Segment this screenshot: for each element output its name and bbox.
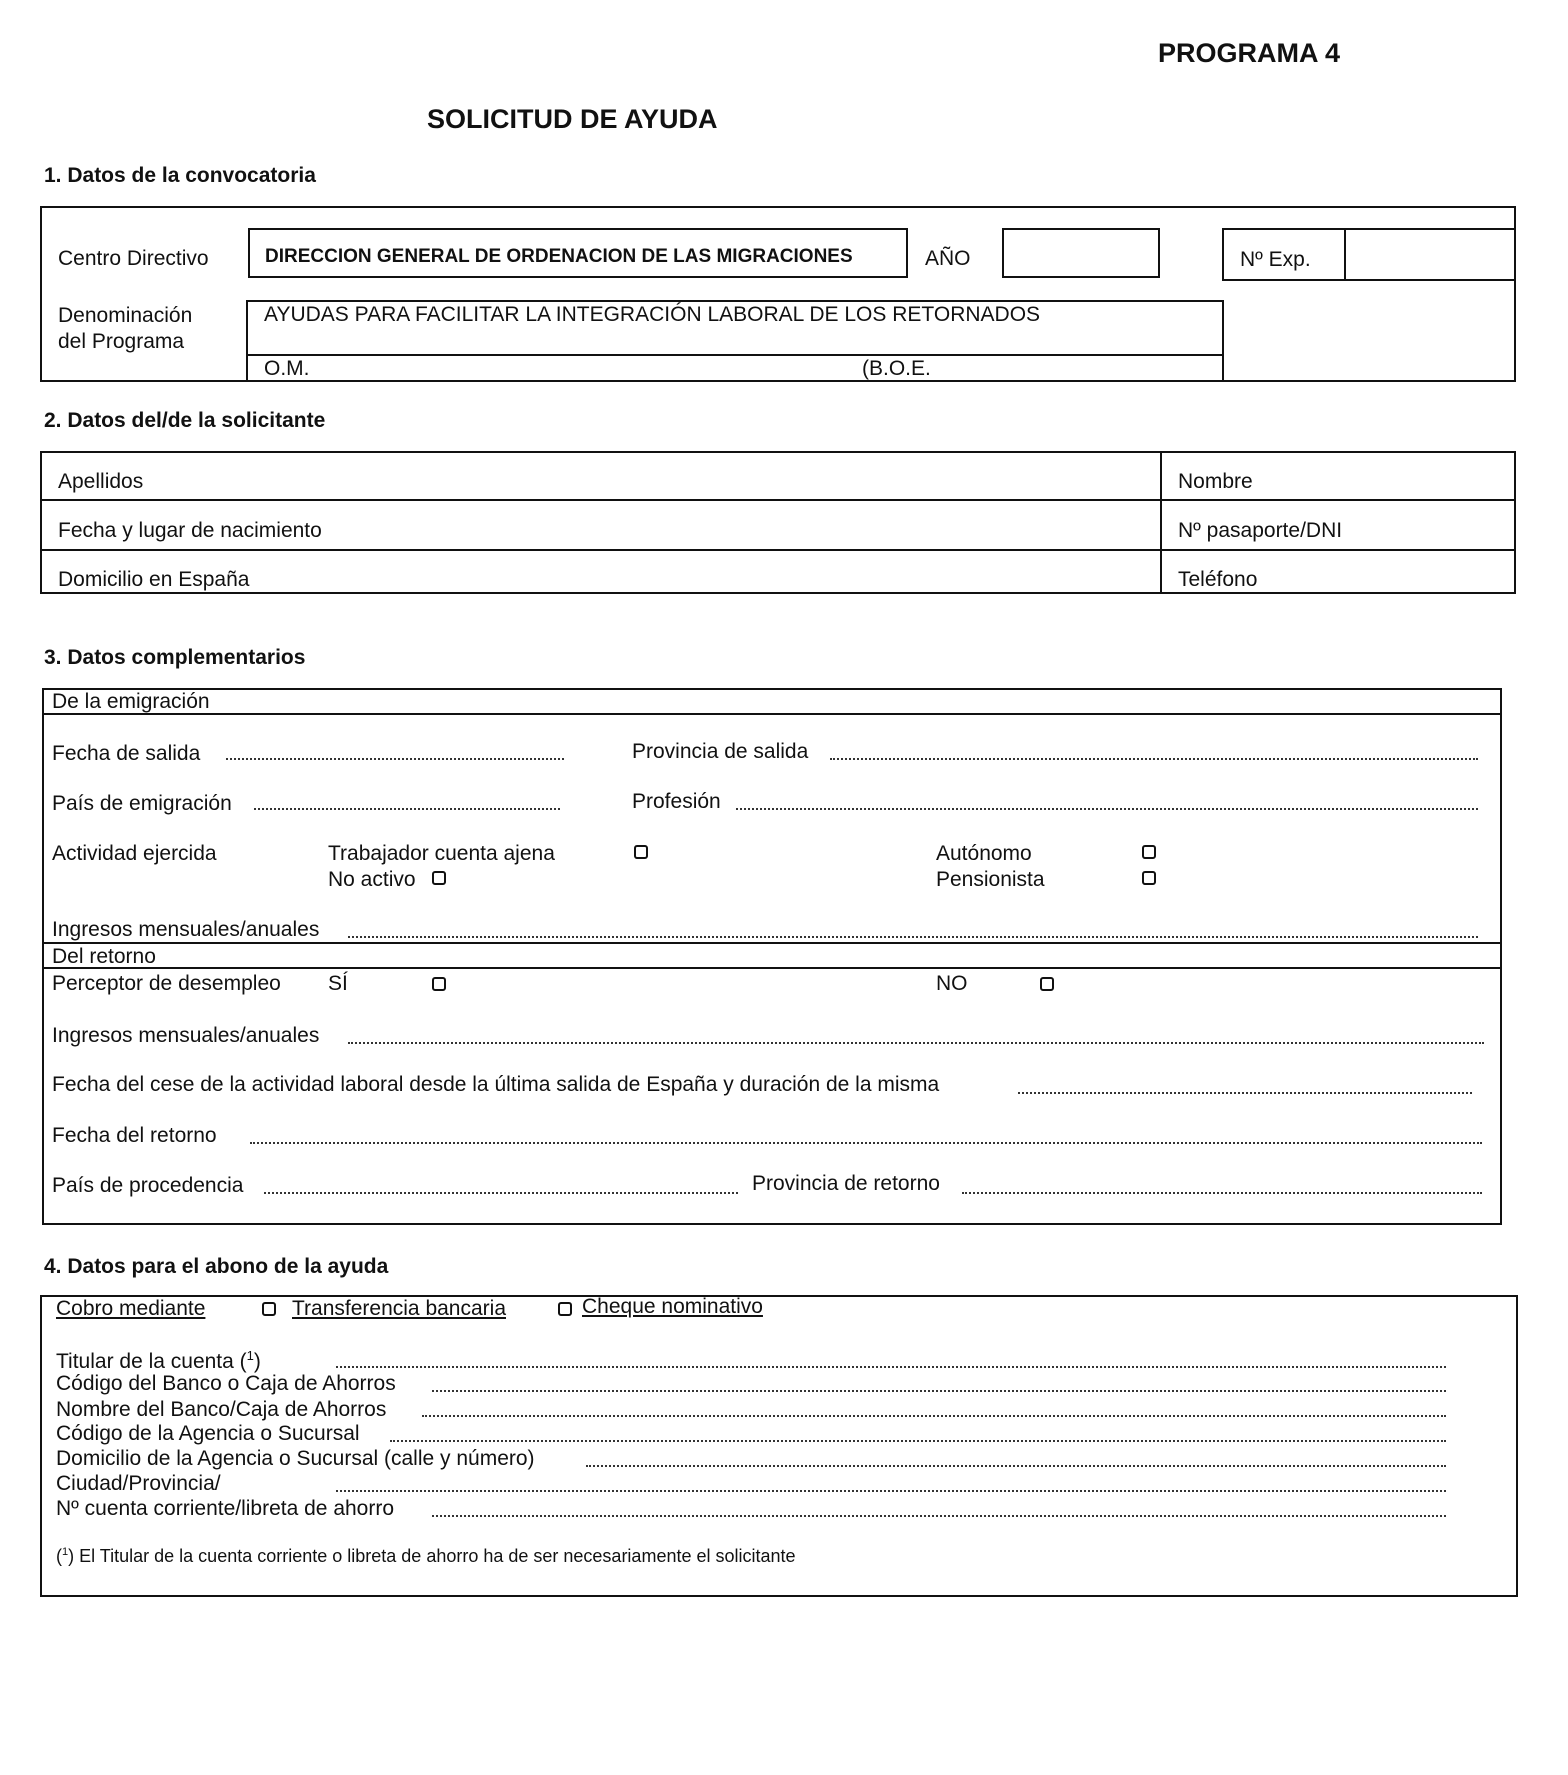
centro-label: Centro Directivo <box>58 247 209 270</box>
cuenta-label: Nº cuenta corriente/libreta de ahorro <box>56 1497 395 1520</box>
actividad-label: Actividad ejercida <box>52 842 217 865</box>
footnote-open: ( <box>56 1546 62 1566</box>
fecha-salida-label: Fecha de salida <box>52 742 201 765</box>
domicilio-agencia-field[interactable] <box>586 1465 1446 1467</box>
perceptor-label: Perceptor de desempleo <box>52 972 281 995</box>
nexp-label: Nº Exp. <box>1240 248 1311 271</box>
titular-field[interactable] <box>336 1366 1446 1368</box>
nexp-field[interactable] <box>1350 232 1510 277</box>
ingresos-emig-label: Ingresos mensuales/anuales <box>52 918 320 941</box>
si-checkbox[interactable] <box>432 977 446 991</box>
ciudad-label: Ciudad/Provincia/ <box>56 1472 221 1495</box>
trabajador-ajena-checkbox[interactable] <box>634 845 648 859</box>
denominacion-label-2: del Programa <box>58 330 185 353</box>
denominacion-label-1: Denominación <box>58 304 193 327</box>
ingresos-ret-label: Ingresos mensuales/anuales <box>52 1024 320 1047</box>
nombre-label[interactable]: Nombre <box>1178 470 1253 493</box>
retorno-top-line <box>42 942 1502 944</box>
transferencia-label: Transferencia bancaria <box>292 1297 506 1320</box>
autonomo-label: Autónomo <box>936 842 1032 865</box>
fecha-cese-label: Fecha del cese de la actividad laboral desde la última salida de España y duración de la misma <box>52 1073 940 1096</box>
titular-label <box>56 1348 261 1374</box>
dni-label[interactable]: Nº pasaporte/DNI <box>1178 519 1343 542</box>
footnote-text: ) El Titular de la cuenta corriente o libreta de ahorro ha de ser necesariamente el solicitante <box>68 1546 796 1566</box>
row-divider-2 <box>40 549 1516 551</box>
provincia-retorno-field[interactable] <box>962 1192 1482 1194</box>
telefono-label[interactable]: Teléfono <box>1178 568 1258 591</box>
section-2-heading: 2. Datos del/de la solicitante <box>44 409 326 432</box>
fecha-retorno-label: Fecha del retorno <box>52 1124 217 1147</box>
complementarios-box <box>42 688 1502 1225</box>
pensionista-checkbox[interactable] <box>1142 871 1156 885</box>
nombre-banco-label: Nombre del Banco/Caja de Ahorros <box>56 1398 387 1421</box>
program-number: PROGRAMA 4 <box>1158 38 1341 68</box>
pais-procedencia-field[interactable] <box>264 1192 738 1194</box>
codigo-banco-field[interactable] <box>432 1390 1446 1392</box>
no-checkbox[interactable] <box>1040 977 1054 991</box>
cheque-label: Cheque nominativo <box>582 1295 763 1318</box>
transferencia-checkbox[interactable] <box>262 1302 276 1316</box>
no-label: NO <box>936 972 968 995</box>
pais-emigracion-label: País de emigración <box>52 792 232 815</box>
nexp-divider <box>1344 228 1346 281</box>
fecha-salida-field[interactable] <box>226 758 564 760</box>
cheque-checkbox[interactable] <box>558 1302 572 1316</box>
codigo-agencia-label: Código de la Agencia o Sucursal <box>56 1422 360 1445</box>
codigo-agencia-field[interactable] <box>390 1440 1446 1442</box>
fecha-cese-field[interactable] <box>1018 1092 1472 1094</box>
page-title: SOLICITUD DE AYUDA <box>427 104 718 134</box>
section-4-heading: 4. Datos para el abono de la ayuda <box>44 1255 389 1278</box>
domicilio-agencia-label: Domicilio de la Agencia o Sucursal (calle y número) <box>56 1447 535 1470</box>
section-1-heading: 1. Datos de la convocatoria <box>44 164 316 187</box>
provincia-retorno-label: Provincia de retorno <box>752 1172 940 1195</box>
titular-close: ) <box>253 1350 261 1373</box>
boe-label: (B.O.E. <box>862 357 931 380</box>
centro-value: DIRECCION GENERAL DE ORDENACION DE LAS MIGRACIONES <box>265 246 853 267</box>
retorno-header-line <box>42 967 1502 969</box>
ciudad-field[interactable] <box>336 1490 1446 1492</box>
nacimiento-label[interactable]: Fecha y lugar de nacimiento <box>58 519 322 542</box>
ano-field[interactable] <box>1002 228 1160 278</box>
titular-footnote-marker: 1 <box>246 1348 254 1363</box>
om-label: O.M. <box>264 357 310 380</box>
row-divider-1 <box>40 499 1516 501</box>
no-activo-label: No activo <box>328 868 416 891</box>
profesion-label: Profesión <box>632 790 721 813</box>
provincia-salida-label: Provincia de salida <box>632 740 809 763</box>
profesion-field[interactable] <box>736 808 1478 810</box>
pensionista-label: Pensionista <box>936 868 1045 891</box>
nombre-banco-field[interactable] <box>422 1415 1446 1417</box>
section-3-heading: 3. Datos complementarios <box>44 646 306 669</box>
cuenta-field[interactable] <box>432 1515 1446 1517</box>
no-activo-checkbox[interactable] <box>432 871 446 885</box>
emigracion-header-line <box>42 713 1502 715</box>
denominacion-value: AYUDAS PARA FACILITAR LA INTEGRACIÓN LABORAL DE LOS RETORNADOS <box>264 303 1041 326</box>
cobro-label: Cobro mediante <box>56 1297 206 1320</box>
solicitante-divider <box>1160 451 1162 594</box>
codigo-banco-label: Código del Banco o Caja de Ahorros <box>56 1372 396 1395</box>
pais-emigracion-field[interactable] <box>254 808 560 810</box>
pais-procedencia-label: País de procedencia <box>52 1174 244 1197</box>
si-label: SÍ <box>328 972 348 995</box>
footnote <box>56 1546 796 1567</box>
domicilio-label[interactable]: Domicilio en España <box>58 568 250 591</box>
emigracion-header: De la emigración <box>52 690 210 713</box>
denominacion-divider <box>246 354 1224 356</box>
ingresos-ret-field[interactable] <box>348 1042 1484 1044</box>
provincia-salida-field[interactable] <box>830 758 1478 760</box>
ano-label: AÑO <box>925 247 971 270</box>
apellidos-label[interactable]: Apellidos <box>58 470 144 493</box>
footnote-marker: 1 <box>62 1546 69 1558</box>
ingresos-emig-field[interactable] <box>348 936 1478 938</box>
autonomo-checkbox[interactable] <box>1142 845 1156 859</box>
trabajador-ajena-label: Trabajador cuenta ajena <box>328 842 555 865</box>
retorno-header: Del retorno <box>52 945 156 968</box>
titular-text: Titular de la cuenta ( <box>56 1350 247 1373</box>
fecha-retorno-field[interactable] <box>250 1142 1482 1144</box>
